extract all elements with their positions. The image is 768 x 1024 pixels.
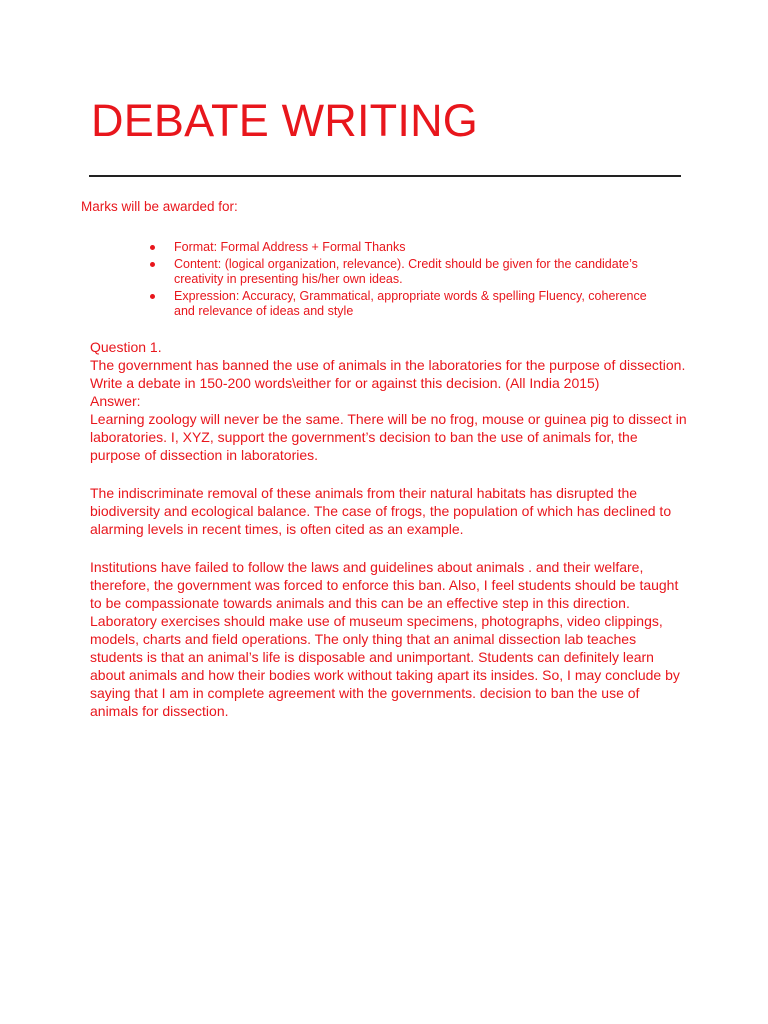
answer-paragraph: Learning zoology will never be the same. There will be no frog, mouse or guinea pig to dissect in laboratories. I, XYZ, support the government’s decision to ban the use of animals for, the purpose of dissection in laboratories.	[90, 411, 687, 463]
criterion-format: Format: Formal Address + Formal Thanks	[174, 240, 406, 254]
bullet-icon	[150, 245, 155, 250]
answer-label: Answer:	[90, 393, 141, 409]
question-text: The government has banned the use of animals in the laboratories for the purpose of dissection. Write a debate in 150-200 words\either for or against this decision. (All India 2015)	[90, 357, 686, 391]
title-divider	[89, 175, 681, 177]
marks-heading: Marks will be awarded for:	[81, 199, 238, 214]
answer-paragraph: The indiscriminate removal of these animals from their natural habitats has disrupted the biodiversity and ecological balance. The case of frogs, the population of which has declined to alarming levels in recent times, is often cited as an example.	[90, 485, 672, 537]
criterion-expression: Expression: Accuracy, Grammatical, appropriate words & spelling Fluency, coherence and relevance of ideas and style	[174, 289, 647, 318]
list-item	[150, 240, 650, 255]
bullet-icon	[150, 262, 155, 267]
question-answer-body	[90, 338, 690, 720]
list-item	[150, 289, 650, 319]
criteria-list	[150, 240, 650, 321]
bullet-icon	[150, 294, 155, 299]
page-title: DEBATE WRITING	[91, 95, 478, 146]
answer-paragraph: Institutions have failed to follow the laws and guidelines about animals . and their welfare, therefore, the government was forced to enforce this ban. Also, I feel students should be taught to be compassionate towards animals and this can be an effective step in this direction. Laboratory exercises should make use of museum specimens, photographs, video clippings, models, charts and field operations. The only thing that an animal dissection lab teaches students is that an animal’s life is disposable and unimportant. Students can definitely learn about animals and how their bodies work without taking apart its insides. So, I may conclude by saying that I am in complete agreement with the governments. decision to ban the use of animals for dissection.	[90, 559, 680, 719]
list-item	[150, 257, 650, 287]
question-label: Question 1.	[90, 339, 162, 355]
criterion-content: Content: (logical organization, relevance). Credit should be given for the candidate’s creativity in presenting his/her own ideas.	[174, 257, 638, 286]
